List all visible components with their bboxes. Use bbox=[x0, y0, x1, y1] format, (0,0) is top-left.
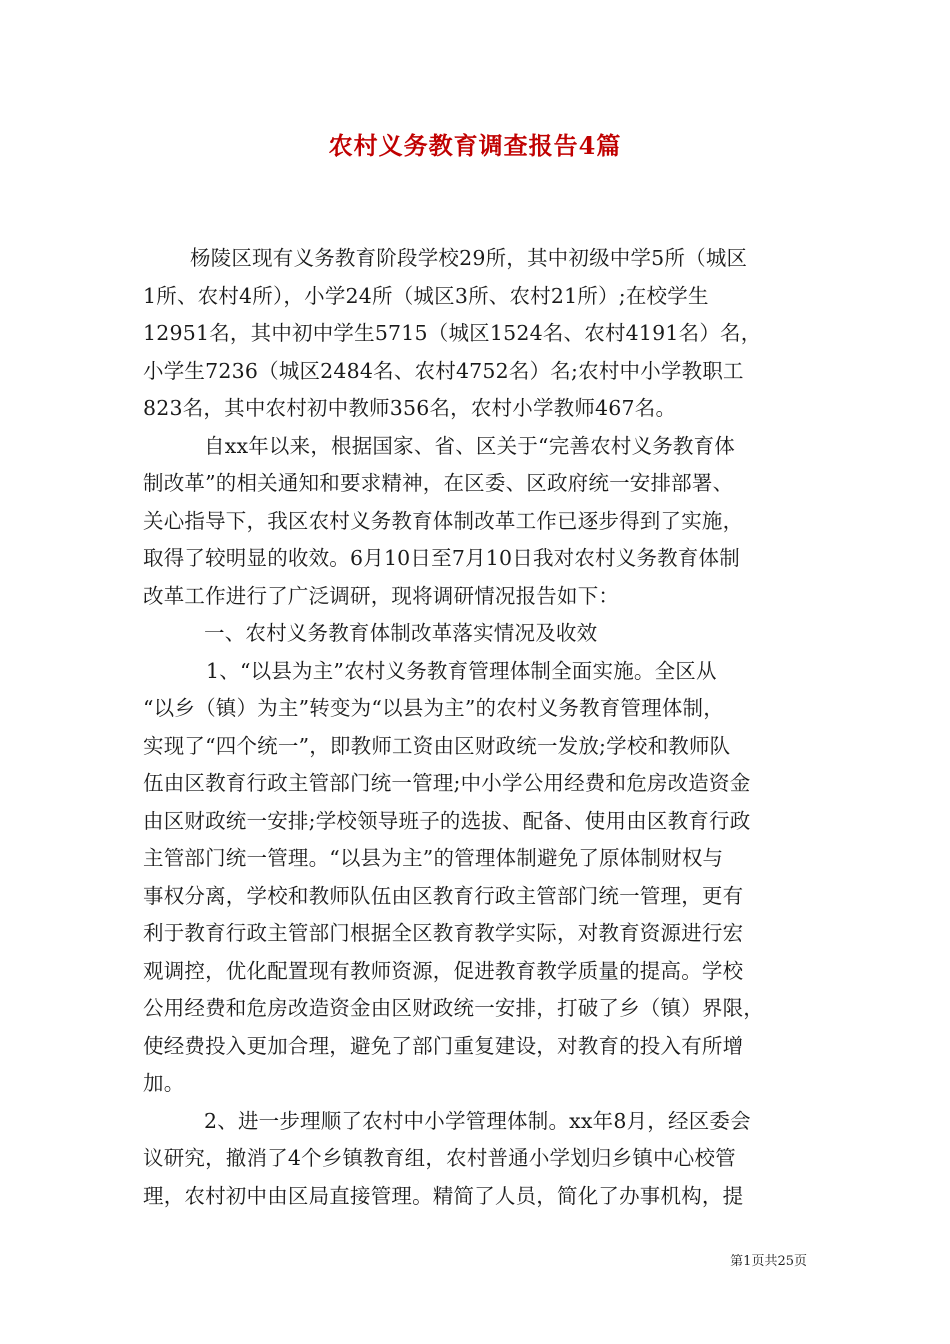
text-line: 理，农村初中由区局直接管理。精简了人员，简化了办事机构，提 bbox=[143, 1183, 744, 1208]
text-line: 观调控，优化配置现有教师资源，促进教育教学质量的提高。学校 bbox=[143, 958, 744, 983]
section-heading: 一、农村义务教育体制改革落实情况及收效 bbox=[204, 621, 598, 645]
text-line: 伍由区教育行政主管部门统一管理;中小学公用经费和危房改造资金 bbox=[143, 771, 751, 795]
text-line: 2、进一步理顺了农村中小学管理体制。xx年8月，经区委会 bbox=[204, 1108, 751, 1133]
text-line: 823名，其中农村初中教师356名，农村小学教师467名。 bbox=[143, 396, 677, 420]
text-line: 利于教育行政主管部门根据全区教育教学实际，对教育资源进行宏 bbox=[143, 921, 744, 945]
text-line: “以乡（镇）为主”转变为“以县为主”的农村义务教育管理体制， bbox=[143, 696, 724, 720]
text-line: 12951名，其中初中学生5715（城区1524名、农村4191名）名， bbox=[143, 321, 762, 345]
text-line: 事权分离，学校和教师队伍由区教育行政主管部门统一管理，更有 bbox=[143, 883, 744, 908]
page-footer: 第1页共25页 bbox=[730, 1254, 807, 1269]
text-line: 关心指导下，我区农村义务教育体制改革工作已逐步得到了实施， bbox=[143, 508, 744, 533]
text-line: 自xx年以来，根据国家、省、区关于“完善农村义务教育体 bbox=[204, 433, 736, 458]
text-line: 由区财政统一安排;学校领导班子的选拔、配备、使用由区教育行政 bbox=[143, 808, 751, 833]
text-line: 1所、农村4所），小学24所（城区3所、农村21所）;在校学生 bbox=[143, 283, 709, 308]
document-body bbox=[143, 240, 808, 1215]
text-line: 使经费投入更加合理，避免了部门重复建设，对教育的投入有所增 bbox=[143, 1033, 744, 1058]
text-line: 1、“以县为主”农村义务教育管理体制全面实施。全区从 bbox=[206, 658, 717, 683]
page-title: 农村义务教育调查报告4篇 bbox=[328, 131, 622, 160]
text-line: 制改革”的相关通知和要求精神，在区委、区政府统一安排部署、 bbox=[143, 471, 734, 495]
text-line: 实现了“四个统一”，即教师工资由区财政统一发放;学校和教师队 bbox=[143, 733, 731, 758]
text-line: 小学生7236（城区2484名、农村4752名）名;农村中小学教职工 bbox=[143, 358, 744, 383]
text-line: 改革工作进行了广泛调研，现将调研情况报告如下： bbox=[143, 583, 620, 608]
text-line: 公用经费和危房改造资金由区财政统一安排，打破了乡（镇）界限， bbox=[143, 996, 764, 1020]
text-line: 取得了较明显的收效。6月10日至7月10日我对农村义务教育体制 bbox=[143, 546, 740, 570]
text-line: 加。 bbox=[143, 1071, 185, 1095]
text-line: 杨陵区现有义务教育阶段学校29所，其中初级中学5所（城区 bbox=[190, 246, 748, 270]
text-line: 议研究，撤消了4个乡镇教育组，农村普通小学划归乡镇中心校管 bbox=[143, 1146, 736, 1170]
text-line: 主管部门统一管理。“以县为主”的管理体制避免了原体制财权与 bbox=[143, 846, 724, 870]
